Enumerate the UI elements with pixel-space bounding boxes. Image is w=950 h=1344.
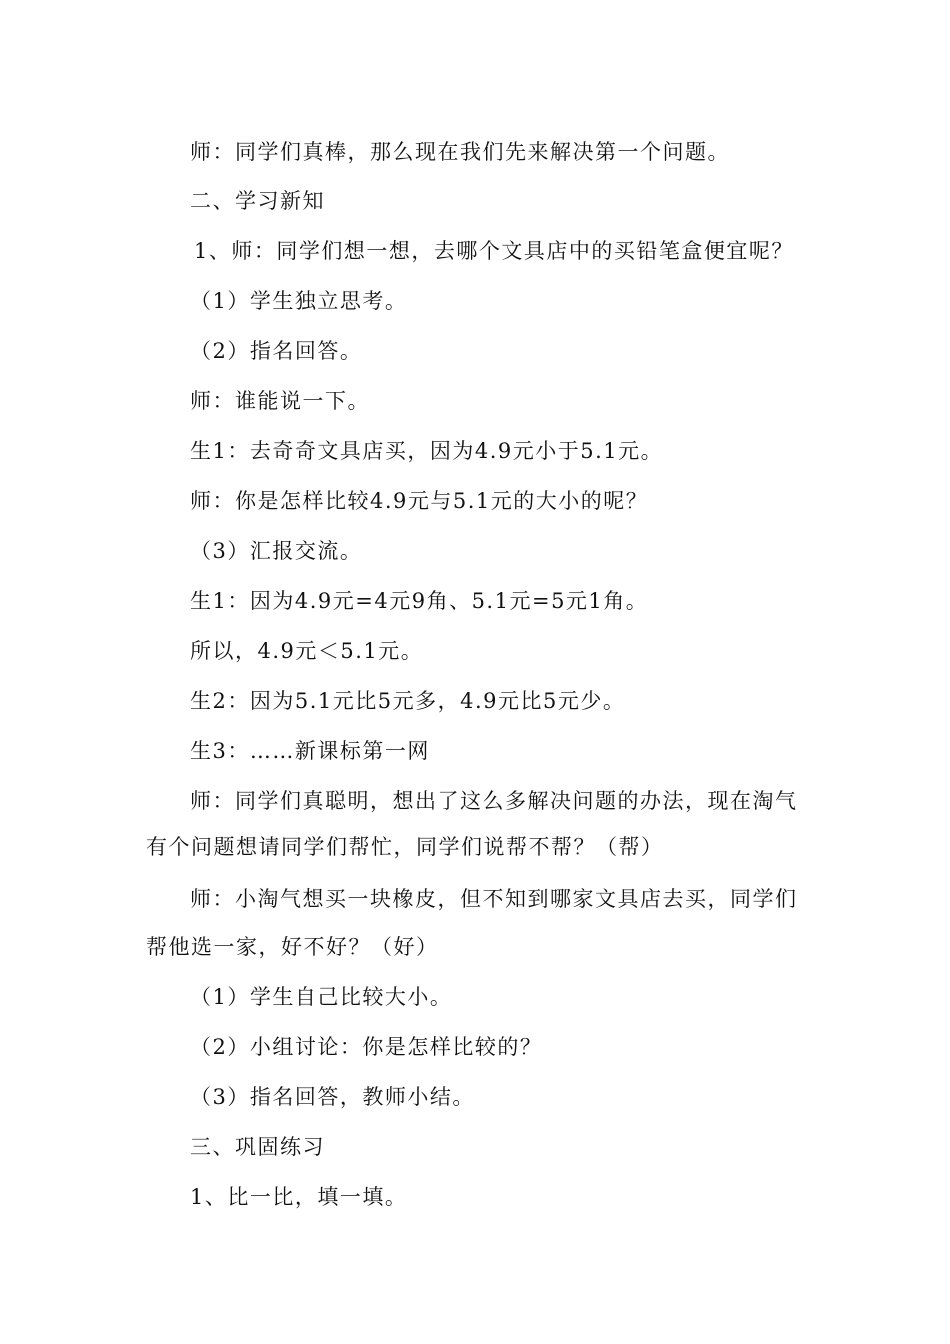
text-line: （3）指名回答，教师小结。 <box>190 1085 475 1109</box>
text-line: 生1：去奇奇文具店买，因为4.9元小于5.1元。 <box>190 439 664 463</box>
text-line: 师：小淘气想买一块橡皮，但不知到哪家文具店去买，同学们 <box>190 887 798 911</box>
text-line: 师：谁能说一下。 <box>190 389 370 413</box>
text-line: 师：同学们真棒，那么现在我们先来解决第一个问题。 <box>190 140 730 164</box>
text-line: 1、比一比，填一填。 <box>190 1185 408 1209</box>
text-line: （2）小组讨论：你是怎样比较的？ <box>190 1035 543 1059</box>
section-heading: 三、巩固练习 <box>190 1135 325 1159</box>
text-line: 帮他选一家，好不好？（好） <box>146 935 439 959</box>
text-line: 师：你是怎样比较4.9元与5.1元的大小的呢？ <box>190 489 649 513</box>
text-line: 1、师：同学们想一想，去哪个文具店中的买铅笔盒便宜呢？ <box>194 239 794 263</box>
section-heading: 二、学习新知 <box>190 189 325 213</box>
text-line: 生2：因为5.1元比5元多，4.9元比5元少。 <box>190 689 626 713</box>
text-line: 所以，4.9元＜5.1元。 <box>190 639 424 663</box>
text-line: 师：同学们真聪明，想出了这么多解决问题的办法，现在淘气 <box>190 789 798 813</box>
text-line: （1）学生独立思考。 <box>190 289 408 313</box>
text-line: （1）学生自己比较大小。 <box>190 985 453 1009</box>
text-line: （2）指名回答。 <box>190 339 363 363</box>
text-line: 有个问题想请同学们帮忙，同学们说帮不帮？（帮） <box>146 835 664 859</box>
text-line: 生1：因为4.9元=4元9角、5.1元=5元1角。 <box>190 589 649 613</box>
text-line: （3）汇报交流。 <box>190 539 363 563</box>
text-line: 生3：……新课标第一网 <box>190 739 430 763</box>
